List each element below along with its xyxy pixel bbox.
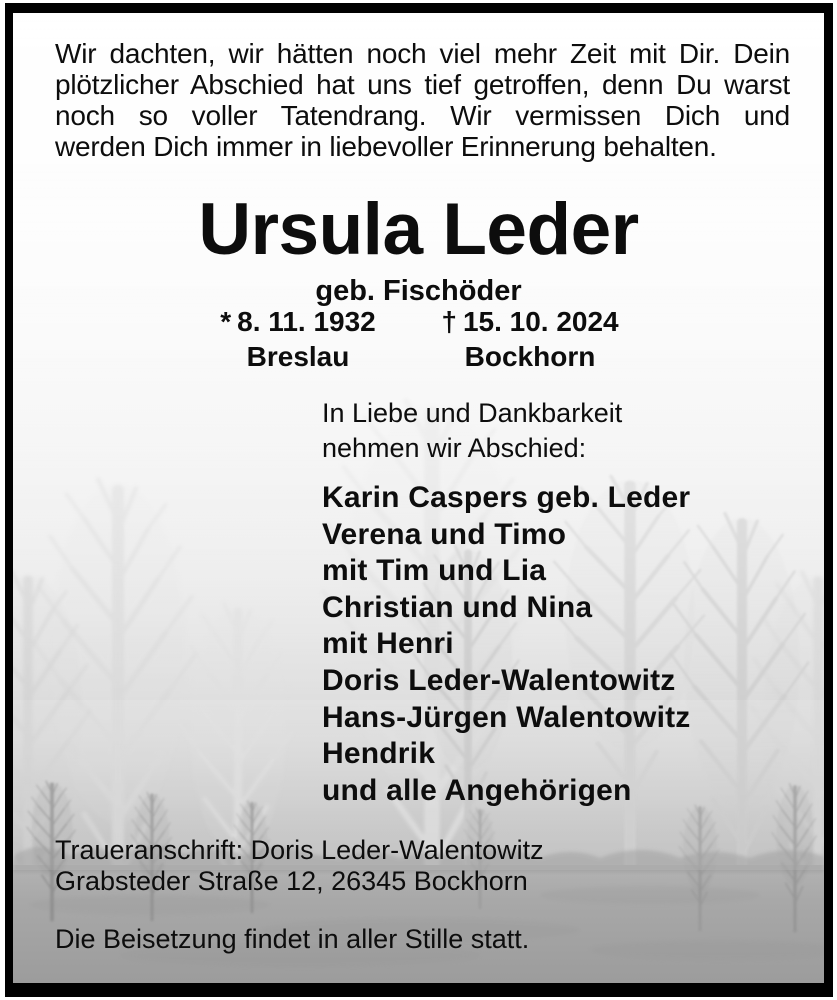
death-place: Bockhorn [464,341,596,372]
death-column [412,304,648,374]
mourner-list [322,480,691,809]
birth-column [186,304,410,374]
burial-note: Die Beisetzung findet in aller Stille statt. [55,924,530,954]
birth-date-line [186,304,410,339]
death-date: 15. 10. 2024 [462,306,619,337]
birth-place: Breslau [246,341,350,372]
mourner-item: Christian und Nina [322,590,593,624]
opening-line: noch so voller Tatendrang. Wir vermissen Dich und [55,100,790,131]
death-date-line [412,304,648,339]
mourner-item: Hans-Jürgen Walentowitz [322,700,691,734]
condolence-address-line: Grabsteder Straße 12, 26345 Bockhorn [55,866,528,896]
farewell-intro [322,396,622,466]
death-cross-icon: † [441,306,457,337]
farewell-line: nehmen wir Abschied: [322,433,587,463]
mourner-item: mit Tim und Lia [322,554,547,588]
mourner-item: Karin Caspers geb. Leder [322,481,691,514]
maiden-name: geb. Fischöder [315,275,522,307]
mourner-item: Doris Leder-Walentowitz [322,663,676,697]
condolence-address-line: Traueranschrift: Doris Leder-Walentowitz [55,835,544,865]
birth-asterisk-icon: * [220,306,232,337]
opening-line: plötzlicher Abschied hat uns tief getroffen, denn Du warst [55,69,790,100]
opening-line: werden Dich immer in liebevoller Erinnerung behalten. [55,131,717,162]
opening-line: Wir dachten, wir hätten noch viel mehr Zeit mit Dir. Dein [55,38,790,69]
mourner-item: Hendrik [322,737,436,771]
condolence-address [55,835,544,897]
deceased-name: Ursula Leder [198,189,639,270]
mourner-item: und alle Angehörigen [322,773,632,807]
mourner-item: mit Henri [322,627,454,661]
mourner-item: Verena und Timo [322,517,567,551]
farewell-line: In Liebe und Dankbarkeit [322,398,623,428]
birth-date: 8. 11. 1932 [237,306,376,337]
opening-text [55,38,790,162]
